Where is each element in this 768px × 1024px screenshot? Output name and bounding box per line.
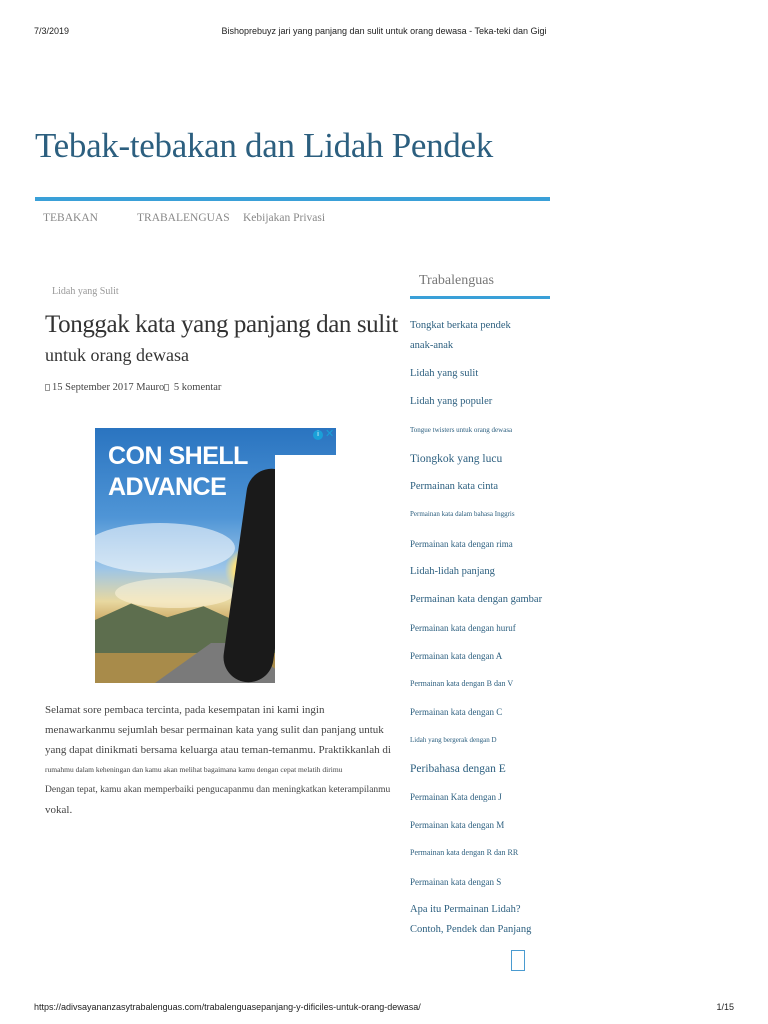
calendar-icon xyxy=(45,384,50,391)
sidebar-heading: Trabalenguas xyxy=(419,273,494,288)
title-divider xyxy=(35,197,550,201)
page-icon xyxy=(511,950,525,971)
sidebar-link[interactable]: Permainan kata dalam bahasa Inggris xyxy=(410,510,515,518)
post-author[interactable]: Mauro xyxy=(136,382,165,393)
sidebar-link[interactable]: Lidah yang bergerak dengan D xyxy=(410,736,497,744)
body-line: Selamat sore pembaca tercinta, pada kesempatan ini kami ingin xyxy=(45,704,325,716)
close-icon[interactable]: ✕ xyxy=(325,428,335,440)
post-title-line2: untuk orang dewasa xyxy=(45,345,189,365)
nav-item-privacy[interactable]: Kebijakan Privasi xyxy=(243,212,326,224)
site-title[interactable]: Tebak-tebakan dan Lidah Pendek xyxy=(35,126,493,165)
sidebar-link[interactable]: anak-anak xyxy=(410,340,454,351)
sidebar-link[interactable]: Tongue twisters untuk orang dewasa xyxy=(410,426,513,434)
print-footer xyxy=(34,1002,734,1014)
post-comments[interactable]: 5 komentar xyxy=(173,382,222,393)
sidebar-link[interactable]: Apa itu Permainan Lidah? xyxy=(410,904,521,915)
sidebar-link[interactable]: Permainan kata dengan A xyxy=(410,651,503,661)
sidebar-link[interactable]: Permainan kata dengan rima xyxy=(410,539,513,549)
post-date: 15 September 2017 xyxy=(52,382,134,393)
ad-cloud xyxy=(115,578,235,608)
nav-item-tebakan[interactable]: TEBAKAN xyxy=(43,212,98,224)
body-line: rumahmu dalam keheningan dan kamu akan melihat bagaimana kamu dengan cepat melatih dirimu xyxy=(45,765,343,774)
sidebar-link[interactable]: Lidah yang populer xyxy=(410,396,493,407)
info-icon[interactable]: i xyxy=(313,430,323,440)
post-meta xyxy=(45,382,221,393)
print-url: https://adivsayananzasytrabalenguas.com/trabalenguasepanjang-y-dificiles-untuk-orang-dewasa/ xyxy=(34,1002,421,1012)
sidebar-link[interactable]: Lidah yang sulit xyxy=(410,368,479,379)
post-title xyxy=(45,310,398,368)
sidebar-link[interactable]: Permainan kata cinta xyxy=(410,481,499,492)
print-doc-title: Bishoprebuyz jari yang panjang dan sulit untuk orang dewasa - Teka-teki dan Gigi xyxy=(221,26,547,36)
ad-blank-panel xyxy=(275,455,336,683)
sidebar-divider xyxy=(410,296,550,299)
nav-item-trabalenguas[interactable]: TRABALENGUAS xyxy=(137,212,230,224)
ad-banner[interactable] xyxy=(95,428,336,683)
post-title-line1: Tonggak kata yang panjang dan sulit xyxy=(45,311,398,338)
sidebar-link[interactable]: Permainan kata dengan S xyxy=(410,877,502,887)
body-line: menawarkanmu sejumlah besar permainan kata yang sulit dan panjang untuk xyxy=(45,724,384,736)
ad-headline xyxy=(108,441,248,503)
sidebar-link[interactable]: Tiongkok yang lucu xyxy=(410,453,503,465)
print-date: 7/3/2019 xyxy=(34,26,70,36)
sidebar-link[interactable]: Permainan kata dengan gambar xyxy=(410,594,543,605)
print-page-number: 1/15 xyxy=(716,1002,734,1012)
print-header xyxy=(34,26,734,38)
sidebar-link[interactable]: Permainan Kata dengan J xyxy=(410,792,502,802)
sidebar-link[interactable]: Lidah-lidah panjang xyxy=(410,566,495,577)
body-line: vokal. xyxy=(45,804,73,816)
post-category[interactable]: Lidah yang Sulit xyxy=(52,286,119,297)
sidebar-link[interactable]: Permainan kata dengan C xyxy=(410,707,503,717)
sidebar-link[interactable]: Permainan kata dengan B dan V xyxy=(410,679,514,688)
comment-icon xyxy=(164,384,169,391)
body-line: yang dapat dinikmati bersama keluarga atau teman-temanmu. Praktikkanlah di xyxy=(45,744,391,756)
ad-cloud xyxy=(95,523,235,573)
sidebar-link[interactable]: Contoh, Pendek dan Panjang xyxy=(410,924,532,935)
sidebar-link[interactable]: Permainan kata dengan M xyxy=(410,820,505,830)
sidebar-link[interactable]: Peribahasa dengan E xyxy=(410,763,506,775)
sidebar-link[interactable]: Tongkat berkata pendek xyxy=(410,320,511,331)
ad-headline-line2: ADVANCE xyxy=(108,473,227,501)
ad-headline-line1: CON SHELL xyxy=(108,442,248,470)
body-line: Dengan tepat, kamu akan memperbaiki pengucapanmu dan meningkatkan keterampilanmu xyxy=(45,785,391,795)
post-body xyxy=(45,700,391,820)
sidebar-link[interactable]: Permainan kata dengan huruf xyxy=(410,623,516,633)
sidebar-link[interactable]: Permainan kata dengan R dan RR xyxy=(410,848,519,857)
